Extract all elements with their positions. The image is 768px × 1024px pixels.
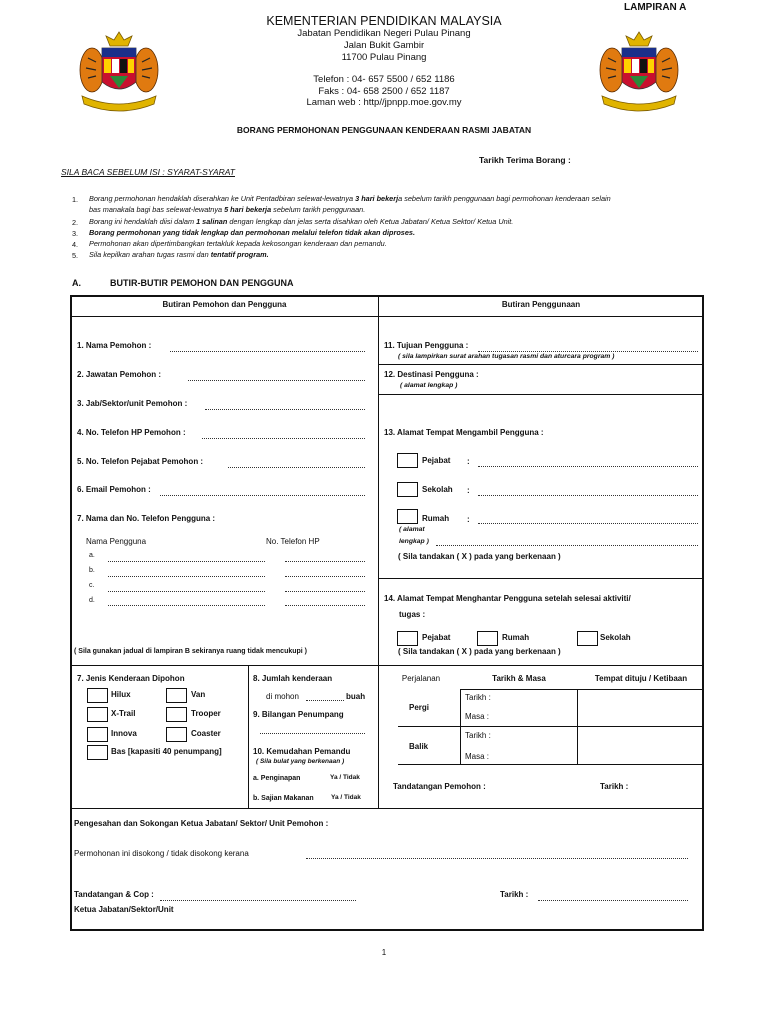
vehicle-count-field[interactable] bbox=[306, 700, 344, 701]
user-row-label: b. bbox=[89, 567, 95, 574]
trip-column-header: Perjalanan bbox=[401, 674, 441, 683]
xtrail-checkbox[interactable] bbox=[87, 707, 108, 722]
condition-text: Permohonan akan dipertimbangkan tertakluk kepada kekosongan kenderaan dan pemandu. bbox=[89, 239, 387, 248]
colon: : bbox=[467, 486, 470, 495]
condition-emphasis: tentatif program. bbox=[210, 250, 269, 259]
outbound-time-label: Masa : bbox=[465, 712, 490, 721]
user-name-field[interactable] bbox=[108, 605, 265, 606]
condition-number: 5. bbox=[72, 251, 79, 260]
van-checkbox[interactable] bbox=[166, 688, 187, 703]
pickup-full-address-field[interactable] bbox=[436, 545, 698, 546]
pickup-home-field[interactable] bbox=[478, 523, 698, 524]
vehicle-count-sub: di mohon bbox=[266, 692, 299, 701]
condition-number: 4. bbox=[72, 240, 79, 249]
purpose-label: 11. Tujuan Pengguna : bbox=[384, 341, 469, 350]
dropoff-office-label: Pejabat bbox=[422, 633, 451, 642]
row-divider-12 bbox=[378, 364, 704, 365]
vehicle-type-label: 7. Jenis Kenderaan Dipohon bbox=[77, 674, 185, 683]
trooper-label: Trooper bbox=[191, 709, 221, 718]
user-row-label: a. bbox=[89, 552, 95, 559]
column-divider bbox=[378, 296, 379, 809]
van-label: Van bbox=[191, 690, 206, 699]
applicant-email-label: 6. Email Pemohon : bbox=[77, 485, 151, 494]
user-name-field[interactable] bbox=[108, 591, 265, 592]
innova-checkbox[interactable] bbox=[87, 727, 108, 742]
colon: : bbox=[467, 515, 470, 524]
trip-row-divider bbox=[398, 726, 704, 727]
hilux-label: Hilux bbox=[111, 690, 131, 699]
address-note: lengkap ) bbox=[399, 538, 429, 545]
outbound-date-label: Tarikh : bbox=[465, 693, 491, 702]
xtrail-label: X-Trail bbox=[111, 709, 136, 718]
row-divider-vehicle bbox=[70, 665, 704, 666]
coat-of-arms-right-icon bbox=[594, 28, 684, 114]
dropoff-home-checkbox[interactable] bbox=[477, 631, 498, 646]
dropoff-office-checkbox[interactable] bbox=[397, 631, 418, 646]
postcode-address: 11700 Pulau Pinang bbox=[341, 52, 427, 63]
trip-row-divider bbox=[398, 764, 704, 765]
applicant-mobile-field[interactable] bbox=[202, 438, 365, 439]
colon: : bbox=[467, 457, 470, 466]
appendix-label: LAMPIRAN A bbox=[624, 2, 687, 13]
applicant-department-label: 3. Jab/Sektor/unit Pemohon : bbox=[77, 399, 188, 408]
applicant-signature-label: Tandatangan Pemohon : bbox=[393, 782, 486, 791]
dropoff-home-label: Rumah bbox=[502, 633, 530, 642]
bus-checkbox[interactable] bbox=[87, 745, 108, 760]
return-date-label: Tarikh : bbox=[465, 731, 491, 740]
driver-facilities-note: ( Sila bulat yang berkenaan ) bbox=[256, 758, 345, 765]
website: Laman web : http//jpnpp.moe.gov.my bbox=[306, 97, 462, 108]
condition-emphasis: 1 salinan bbox=[196, 217, 228, 226]
coat-of-arms-left-icon bbox=[74, 28, 164, 114]
condition-text: Borang permohonan hendaklah diserahkan ke Unit Pentadbiran selewat-lewatnya bbox=[89, 194, 356, 203]
coaster-label: Coaster bbox=[191, 729, 221, 738]
condition-text: a sebelum tarikh penggunaan bagi permohonan kenderaan selain bbox=[398, 194, 611, 203]
endorse-date-field[interactable] bbox=[538, 900, 688, 901]
user-phone-field[interactable] bbox=[285, 576, 365, 577]
row-divider-endorse bbox=[70, 808, 704, 809]
return-label: Balik bbox=[409, 742, 429, 751]
address-note: ( alamat bbox=[399, 526, 425, 533]
sign-stamp-field[interactable] bbox=[160, 900, 356, 901]
phone-number: Telefon : 04- 657 5500 / 652 1186 bbox=[313, 74, 455, 85]
fax-number: Faks : 04- 658 2500 / 652 1187 bbox=[318, 85, 450, 97]
condition-item bbox=[72, 217, 712, 228]
accommodation-yes-no[interactable]: Ya / Tidak bbox=[330, 774, 360, 781]
return-time-label: Masa : bbox=[465, 752, 490, 761]
head-role-label: Ketua Jabatan/Sektor/Unit bbox=[74, 905, 174, 914]
conditions-list bbox=[72, 194, 712, 261]
passenger-count-field[interactable] bbox=[260, 733, 365, 734]
applicant-office-phone-label: 5. No. Telefon Pejabat Pemohon : bbox=[77, 457, 204, 466]
destination-note: ( alamat lengkap ) bbox=[400, 382, 458, 389]
condition-emphasis: 5 hari bekerja bbox=[224, 205, 272, 214]
passenger-count-label: 9. Bilangan Penumpang bbox=[253, 710, 344, 719]
condition-item bbox=[72, 228, 712, 239]
driver-facilities-label: 10. Kemudahan Pemandu bbox=[253, 747, 351, 756]
conditions-heading: SILA BACA SEBELUM ISI : SYARAT-SYARAT bbox=[61, 167, 235, 177]
condition-text: Sila kepilkan arahan tugas rasmi dan bbox=[89, 250, 211, 259]
user-name-phone-label: 7. Nama dan No. Telefon Pengguna : bbox=[77, 514, 216, 523]
applicant-name-label: 1. Nama Pemohon : bbox=[77, 341, 152, 350]
received-date-label: Tarikh Terima Borang : bbox=[479, 155, 571, 165]
department-name: Jabatan Pendidikan Negeri Pulau Pinang bbox=[297, 28, 471, 39]
vehicle-count-label: 8. Jumlah kenderaan bbox=[253, 674, 333, 683]
user-name-field[interactable] bbox=[108, 576, 265, 577]
condition-text: dengan lengkap dan jelas serta disahkan oleh Ketua Jabatan/ Ketua Sektor/ Ketua Unit. bbox=[227, 217, 514, 226]
street-address: Jalan Bukit Gambir bbox=[343, 40, 425, 51]
pickup-school-field[interactable] bbox=[478, 495, 698, 496]
destination-label: 12. Destinasi Pengguna : bbox=[384, 370, 479, 379]
condition-number: 3. bbox=[72, 229, 79, 238]
form-title: BORANG PERMOHONAN PENGGUNAAN KENDERAAN RASMI JABATAN bbox=[236, 125, 532, 135]
pickup-school-label: Sekolah bbox=[422, 485, 453, 494]
condition-number: 1. bbox=[72, 195, 79, 204]
section-letter: A. bbox=[72, 278, 81, 288]
bus-label: Bas [kapasiti 40 penumpang] bbox=[111, 747, 222, 756]
left-column-header: Butiran Pemohon dan Pengguna bbox=[162, 300, 287, 309]
user-row-label: d. bbox=[89, 597, 95, 604]
coaster-checkbox[interactable] bbox=[166, 727, 187, 742]
condition-text: sebelum tarikh penggunaan. bbox=[271, 205, 366, 214]
user-phone-field[interactable] bbox=[285, 591, 365, 592]
condition-text: bas manakala bagi bas selewat-lewatnya bbox=[89, 205, 225, 214]
meals-label: b. Sajian Makanan bbox=[253, 795, 314, 802]
meals-yes-no[interactable]: Ya / Tidak bbox=[331, 794, 361, 801]
pickup-address-label: 13. Alamat Tempat Mengambil Pengguna : bbox=[384, 428, 544, 437]
tick-instruction: ( Sila tandakan ( X ) pada yang berkenaan ) bbox=[398, 647, 561, 656]
section-title: BUTIR-BUTIR PEMOHON DAN PENGGUNA bbox=[110, 278, 294, 288]
dropoff-address-label-cont: tugas : bbox=[399, 610, 426, 619]
trip-header-divider bbox=[460, 689, 704, 690]
outbound-label: Pergi bbox=[409, 703, 430, 712]
pickup-office-field[interactable] bbox=[478, 466, 698, 467]
applicant-position-field[interactable] bbox=[188, 380, 365, 381]
purpose-note: ( sila lampirkan surat arahan tugasan rasmi dan aturcara program ) bbox=[398, 353, 615, 360]
condition-emphasis: Borang permohonan yang tidak lengkap dan permohonan melalui telefon tidak akan diproses. bbox=[89, 228, 415, 237]
dropoff-school-checkbox[interactable] bbox=[577, 631, 598, 646]
letterhead bbox=[214, 14, 554, 109]
pickup-home-checkbox[interactable] bbox=[397, 509, 418, 524]
dropoff-school-label: Sekolah bbox=[600, 633, 631, 642]
dropoff-address-label: 14. Alamat Tempat Menghantar Pengguna setelah selesai aktiviti/ bbox=[384, 594, 631, 603]
user-name-field[interactable] bbox=[108, 561, 265, 562]
user-row-label: c. bbox=[89, 582, 95, 589]
applicant-email-field[interactable] bbox=[160, 495, 365, 496]
applicant-date-label: Tarikh : bbox=[600, 782, 629, 791]
row-divider-13 bbox=[378, 394, 704, 395]
hilux-checkbox[interactable] bbox=[87, 688, 108, 703]
accommodation-label: a. Penginapan bbox=[253, 775, 301, 782]
condition-item bbox=[72, 194, 712, 205]
row-divider-14 bbox=[378, 578, 704, 579]
condition-number: 2. bbox=[72, 218, 79, 227]
applicant-office-phone-field[interactable] bbox=[228, 467, 365, 468]
applicant-name-field[interactable] bbox=[170, 351, 365, 352]
user-name-column-label: Nama Pengguna bbox=[86, 537, 147, 546]
vehicle-count-unit: buah bbox=[346, 692, 366, 701]
condition-item bbox=[72, 205, 712, 217]
page-number: 1 bbox=[381, 948, 387, 957]
condition-emphasis: 3 hari bekerj bbox=[355, 194, 399, 203]
condition-item bbox=[72, 239, 712, 250]
applicant-position-label: 2. Jawatan Pemohon : bbox=[77, 370, 162, 379]
pickup-home-label: Rumah bbox=[422, 514, 450, 523]
pickup-office-label: Pejabat bbox=[422, 456, 451, 465]
pickup-office-checkbox[interactable] bbox=[397, 453, 418, 468]
ministry-name: KEMENTERIAN PENDIDIKAN MALAYSIA bbox=[266, 14, 502, 28]
application-table bbox=[70, 295, 704, 931]
condition-item bbox=[72, 250, 712, 261]
endorse-date-label: Tarikh : bbox=[500, 890, 529, 899]
destination-column-header: Tempat dituju / Ketibaan bbox=[594, 674, 688, 683]
right-column-header: Butiran Penggunaan bbox=[501, 300, 581, 309]
support-statement: Permohonan ini disokong / tidak disokong kerana bbox=[74, 849, 249, 858]
datetime-column-header: Tarikh & Masa bbox=[492, 674, 546, 683]
purpose-field[interactable] bbox=[478, 351, 698, 352]
pickup-school-checkbox[interactable] bbox=[397, 482, 418, 497]
vehicle-divider bbox=[248, 665, 249, 809]
applicant-department-field[interactable] bbox=[205, 409, 365, 410]
endorsement-title: Pengesahan dan Sokongan Ketua Jabatan/ Sektor/ Unit Pemohon : bbox=[74, 819, 329, 828]
support-reason-field[interactable] bbox=[306, 858, 688, 859]
applicant-mobile-label: 4. No. Telefon HP Pemohon : bbox=[77, 428, 186, 437]
tick-instruction: ( Sila tandakan ( X ) pada yang berkenaan ) bbox=[398, 552, 561, 561]
innova-label: Innova bbox=[111, 729, 137, 738]
sign-stamp-label: Tandatangan & Cop : bbox=[74, 890, 154, 899]
header-divider bbox=[70, 316, 704, 317]
condition-text: Borang ini hendaklah diisi dalam bbox=[89, 217, 197, 226]
user-phone-field[interactable] bbox=[285, 561, 365, 562]
trooper-checkbox[interactable] bbox=[166, 707, 187, 722]
user-phone-field[interactable] bbox=[285, 605, 365, 606]
user-phone-column-label: No. Telefon HP bbox=[266, 537, 320, 546]
table-overflow-note: ( Sila gunakan jadual di lampiran B sekiranya ruang tidak mencukupi ) bbox=[74, 648, 308, 655]
